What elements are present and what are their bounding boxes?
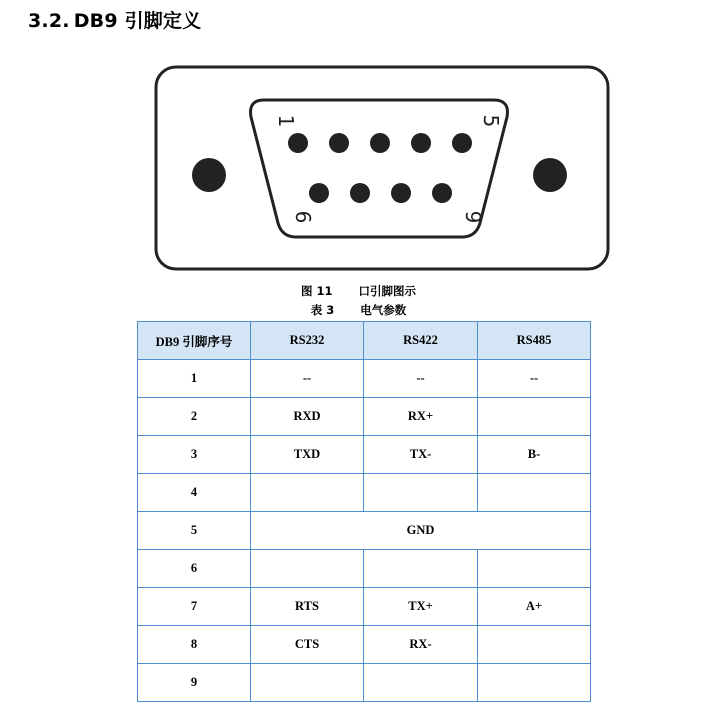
pin-2: [329, 133, 349, 153]
figure-caption-text: 口引脚图示: [358, 284, 416, 298]
table-row: [138, 588, 591, 626]
cell-rs232: [251, 664, 364, 702]
table-row: [138, 474, 591, 512]
cell-rs232: TXD: [251, 436, 364, 474]
cell-pin: 6: [138, 550, 251, 588]
cell-rs232: RXD: [251, 398, 364, 436]
cell-rs232: [251, 474, 364, 512]
mounting-hole-right: [533, 158, 567, 192]
cell-pin: 8: [138, 626, 251, 664]
cell-pin: 7: [138, 588, 251, 626]
cell-rs422: [364, 664, 478, 702]
section-title: DB9 引脚定义: [73, 10, 202, 32]
cell-rs422: TX+: [364, 588, 478, 626]
cell-pin: 5: [138, 512, 251, 550]
header-rs485: RS485: [478, 322, 591, 360]
cell-pin: 2: [138, 398, 251, 436]
cell-pin: 3: [138, 436, 251, 474]
cell-rs485: B-: [478, 436, 591, 474]
cell-rs422: [364, 550, 478, 588]
cell-rs485: [478, 398, 591, 436]
pin-7: [350, 183, 370, 203]
figure-caption-number: 图 11: [300, 284, 333, 298]
pin-4: [411, 133, 431, 153]
pin-8: [391, 183, 411, 203]
cell-rs485: A+: [478, 588, 591, 626]
cell-rs485: [478, 626, 591, 664]
table-caption-number: 表 3: [310, 303, 335, 317]
cell-pin: 9: [138, 664, 251, 702]
pin-label-6: 6: [291, 210, 315, 224]
cell-rs485: [478, 664, 591, 702]
cell-rs422: --: [364, 360, 478, 398]
cell-pin: 4: [138, 474, 251, 512]
header-pin-number: DB9 引脚序号: [138, 322, 251, 360]
cell-rs485: [478, 550, 591, 588]
table-row: [138, 626, 591, 664]
pin-label-1: 1: [274, 114, 298, 128]
table-row: [138, 550, 591, 588]
pin-9: [432, 183, 452, 203]
cell-rs232: [251, 550, 364, 588]
cell-rs232: RTS: [251, 588, 364, 626]
cell-rs485: [478, 474, 591, 512]
figure-caption: [0, 283, 717, 299]
section-heading: [28, 6, 201, 33]
mounting-hole-left: [192, 158, 226, 192]
pin-definition-table: [137, 321, 591, 702]
cell-rs422: RX+: [364, 398, 478, 436]
cell-rs232: --: [251, 360, 364, 398]
table-caption-text: 电气参数: [360, 303, 407, 317]
header-rs422: RS422: [364, 322, 478, 360]
cell-rs422: TX-: [364, 436, 478, 474]
table-row: [138, 512, 591, 550]
pin-label-5: 5: [479, 114, 503, 128]
pin-3: [370, 133, 390, 153]
pin-5: [452, 133, 472, 153]
cell-rs422: RX-: [364, 626, 478, 664]
cell-rs485: --: [478, 360, 591, 398]
table-row: [138, 360, 591, 398]
cell-gnd-merged: GND: [251, 512, 591, 550]
table-row: [138, 436, 591, 474]
table-caption: [0, 302, 717, 318]
pin-6: [309, 183, 329, 203]
table-row: [138, 398, 591, 436]
table-header-row: [138, 322, 591, 360]
cell-rs232: CTS: [251, 626, 364, 664]
db9-connector-diagram: [154, 65, 610, 275]
cell-pin: 1: [138, 360, 251, 398]
pin-1: [288, 133, 308, 153]
pin-label-9: 9: [461, 210, 485, 224]
header-rs232: RS232: [251, 322, 364, 360]
section-number: 3.2.: [28, 10, 70, 32]
table-row: [138, 664, 591, 702]
cell-rs422: [364, 474, 478, 512]
